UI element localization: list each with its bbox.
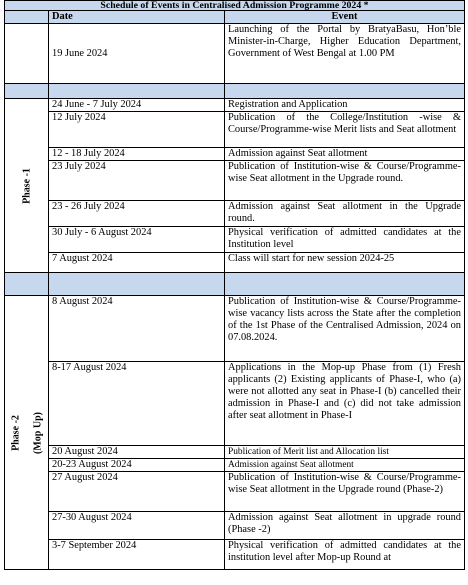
row-event: Class will start for new session 2024-25 xyxy=(225,253,465,273)
row-event: Publication of Institution-wise & Course/Programme-wise Seat allotment in the Upgrade round (Phase-2) xyxy=(225,472,465,512)
table-row xyxy=(5,540,465,570)
table-row xyxy=(5,112,465,148)
row-event: Physical verification of admitted candidates at the Institution level xyxy=(225,227,465,253)
phase1-label: Phase -1 xyxy=(5,99,49,273)
row-date: 7 August 2024 xyxy=(49,253,225,273)
table-row xyxy=(5,201,465,227)
row-event: Physical verification of admitted candidates at the institution level after Mop-up Round at xyxy=(225,540,465,570)
row-event: Publication of Merit list and Allocation list xyxy=(225,446,465,459)
row-event: Admission against Seat allotment in upgrade round (Phase -2) xyxy=(225,512,465,540)
row-event: Admission against Seat allotment in the Upgrade round. xyxy=(225,201,465,227)
header-blank xyxy=(5,11,49,24)
row-date: 23 July 2024 xyxy=(49,161,225,201)
launch-date: 19 June 2024 xyxy=(49,24,225,84)
row-date: 20 August 2024 xyxy=(49,446,225,459)
launch-event: Launching of the Portal by BratyaBasu, Hon’ble Minister-in-Charge, Higher Education Department, Government of West Bengal at 1.00 PM xyxy=(225,24,465,84)
row-date: 8-17 August 2024 xyxy=(49,362,225,446)
table-row xyxy=(5,512,465,540)
table-row xyxy=(5,446,465,459)
header-event: Event xyxy=(225,11,465,24)
table-row xyxy=(5,472,465,512)
table-row xyxy=(5,161,465,201)
phase2-separator xyxy=(5,273,465,296)
row-date: 12 July 2024 xyxy=(49,112,225,148)
phase2-label-line2: (Mop Up) xyxy=(32,411,43,454)
table-row xyxy=(5,459,465,472)
row-date: 3-7 September 2024 xyxy=(49,540,225,570)
row-date: 20-23 August 2024 xyxy=(49,459,225,472)
table-row xyxy=(5,227,465,253)
row-event: Publication of the College/Institution -wise & Course/Programme-wise Merit lists and Seat allotment xyxy=(225,112,465,148)
table-row xyxy=(5,253,465,273)
row-event: Publication of Institution-wise & Course/Programme-wise Seat allotment in the Upgrade round. xyxy=(225,161,465,201)
row-date: 23 - 26 July 2024 xyxy=(49,201,225,227)
title-row xyxy=(5,1,465,11)
row-event: Applications in the Mop-up Phase from (1) Fresh applicants (2) Existing applicants of Phase-I, who (a) were not allotted any seat in Phase-I (b) cancelled their admission in Phase-I and (c) did not take admission after seat allotment in Phase-I xyxy=(225,362,465,446)
header-row xyxy=(5,11,465,24)
row-date: 8 August 2024 xyxy=(49,296,225,362)
phase1-separator xyxy=(5,84,465,99)
row-date: 30 July - 6 August 2024 xyxy=(49,227,225,253)
row-date: 27-30 August 2024 xyxy=(49,512,225,540)
row-event: Admission against Seat allotment xyxy=(225,148,465,161)
row-event: Registration and Application xyxy=(225,99,465,112)
table-row xyxy=(5,296,465,362)
row-date: 12 - 18 July 2024 xyxy=(49,148,225,161)
schedule-table xyxy=(4,0,465,570)
row-event: Admission against Seat allotment xyxy=(225,459,465,472)
phase2-label-line1: Phase -2 xyxy=(10,414,21,451)
table-row xyxy=(5,148,465,161)
table-title: Schedule of Events in Centralised Admission Programme 2024 * xyxy=(5,1,465,11)
table-row xyxy=(5,362,465,446)
blank-cell xyxy=(5,24,49,84)
table-row xyxy=(5,99,465,112)
header-date: Date xyxy=(49,11,225,24)
phase2-label xyxy=(5,296,49,570)
row-date: 27 August 2024 xyxy=(49,472,225,512)
table-row xyxy=(5,24,465,84)
row-date: 24 June - 7 July 2024 xyxy=(49,99,225,112)
row-event: Publication of Institution-wise & Course/Programme-wise vacancy lists across the State after the completion of the 1st Phase of the Centralised Admission, 2024 on 07.08.2024. xyxy=(225,296,465,362)
